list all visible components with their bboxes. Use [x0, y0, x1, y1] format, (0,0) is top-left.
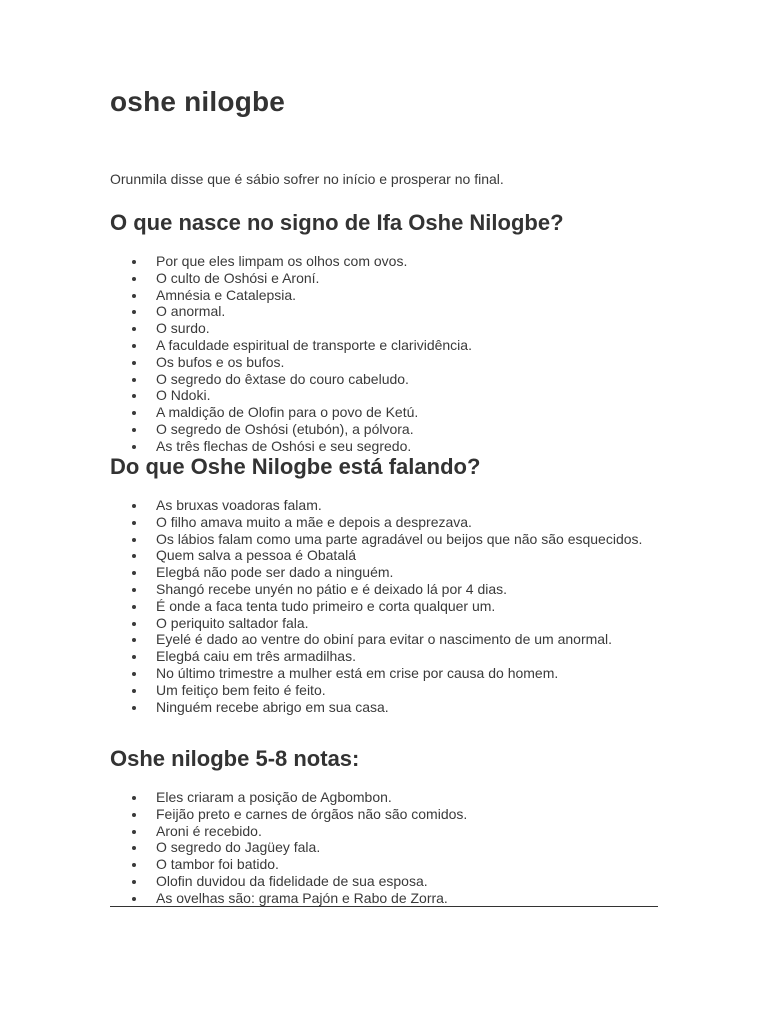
list-item: O tambor foi batido.	[110, 856, 658, 873]
list-item: Quem salva a pessoa é Obatalá	[110, 547, 658, 564]
list-item: Elegbá não pode ser dado a ninguém.	[110, 564, 658, 581]
list-item: As ovelhas são: grama Pajón e Rabo de Zorra.	[110, 890, 658, 907]
page-title: oshe nilogbe	[110, 86, 286, 117]
list-item: Eles criaram a posição de Agbombon.	[110, 789, 658, 806]
bullet-list	[110, 253, 658, 455]
list-item: O segredo do êxtase do couro cabeludo.	[110, 371, 658, 388]
list-item: As bruxas voadoras falam.	[110, 497, 658, 514]
list-item: Eyelé é dado ao ventre do obiní para evitar o nascimento de um anormal.	[110, 631, 658, 648]
list-item: Os lábios falam como uma parte agradável ou beijos que não são esquecidos.	[110, 531, 658, 548]
list-item: O surdo.	[110, 320, 658, 337]
list-item: Os bufos e os bufos.	[110, 354, 658, 371]
list-item: Aroni é recebido.	[110, 823, 658, 840]
list-item: O culto de Oshósi e Aroní.	[110, 270, 658, 287]
list-item: O anormal.	[110, 303, 658, 320]
list-item: Feijão preto e carnes de órgãos não são comidos.	[110, 806, 658, 823]
list-item: No último trimestre a mulher está em crise por causa do homem.	[110, 665, 658, 682]
section-what-is-born	[110, 209, 658, 455]
list-item: Shangó recebe unyén no pátio e é deixado lá por 4 dias.	[110, 581, 658, 598]
section-heading: Oshe nilogbe 5-8 notas:	[110, 746, 360, 771]
list-item: Um feitiço bem feito é feito.	[110, 682, 658, 699]
horizontal-divider	[110, 906, 658, 907]
section-notes	[110, 745, 658, 907]
list-item: O segredo de Oshósi (etubón), a pólvora.	[110, 421, 658, 438]
list-item: Ninguém recebe abrigo em sua casa.	[110, 699, 658, 716]
list-item: Por que eles limpam os olhos com ovos.	[110, 253, 658, 270]
section-heading: Do que Oshe Nilogbe está falando?	[110, 454, 481, 479]
section-heading: O que nasce no signo de Ifa Oshe Nilogbe?	[110, 210, 564, 235]
list-item: O segredo do Jagüey fala.	[110, 839, 658, 856]
intro-paragraph: Orunmila disse que é sábio sofrer no início e prosperar no final.	[110, 171, 504, 187]
list-item: Elegbá caiu em três armadilhas.	[110, 648, 658, 665]
list-item: O periquito saltador fala.	[110, 615, 658, 632]
list-item: Olofin duvidou da fidelidade de sua esposa.	[110, 873, 658, 890]
section-what-it-speaks	[110, 453, 658, 715]
bullet-list	[110, 497, 658, 715]
list-item: A maldição de Olofin para o povo de Ketú.	[110, 404, 658, 421]
list-item: É onde a faca tenta tudo primeiro e corta qualquer um.	[110, 598, 658, 615]
list-item: A faculdade espiritual de transporte e clarividência.	[110, 337, 658, 354]
list-item: O filho amava muito a mãe e depois a desprezava.	[110, 514, 658, 531]
list-item: As três flechas de Oshósi e seu segredo.	[110, 438, 658, 455]
list-item: O Ndoki.	[110, 387, 658, 404]
list-item: Amnésia e Catalepsia.	[110, 287, 658, 304]
bullet-list	[110, 789, 658, 907]
